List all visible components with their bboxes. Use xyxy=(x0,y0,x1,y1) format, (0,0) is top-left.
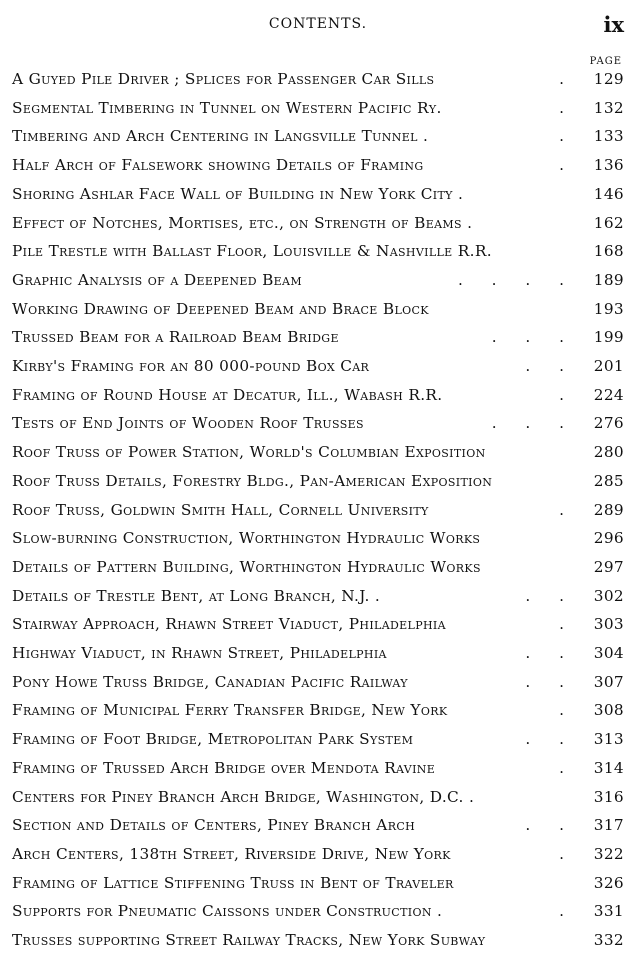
contents-entry xyxy=(12,816,624,845)
entry-title: Kirby's Framing for an 80 000-pound Box Car xyxy=(12,357,370,375)
running-head xyxy=(0,12,636,38)
contents-entry xyxy=(12,529,624,558)
contents-entry xyxy=(12,845,624,874)
contents-entry xyxy=(12,99,624,128)
contents-entry xyxy=(12,328,624,357)
page-column-label: PAGE xyxy=(589,56,622,67)
entry-title: Trussed Beam for a Railroad Beam Bridge xyxy=(12,328,339,347)
entry-page-number: 314 xyxy=(593,758,624,777)
entry-leader-dots: . xyxy=(559,758,576,777)
entry-page-number: 189 xyxy=(593,270,624,289)
entry-title: Pony Howe Truss Bridge, Canadian Pacific Railway xyxy=(12,672,408,691)
contents-entry xyxy=(12,788,624,817)
entry-page-number: 316 xyxy=(593,787,624,806)
contents-entry xyxy=(12,242,624,271)
page-number: ix xyxy=(603,12,624,37)
entry-page-number: 199 xyxy=(593,328,624,347)
entry-page-number: 201 xyxy=(593,357,624,375)
entry-page-number: 133 xyxy=(593,127,624,146)
entry-title: Segmental Timbering in Tunnel on Western Pacific Ry. xyxy=(12,98,442,117)
entry-title: Shoring Ashlar Face Wall of Building in New York City . xyxy=(12,184,464,203)
entry-title: Tests of End Joints of Wooden Roof Trusses xyxy=(12,414,364,433)
entry-title: Framing of Municipal Ferry Transfer Bridge, New York xyxy=(12,701,448,720)
contents-entry xyxy=(12,185,624,214)
entry-title: A Guyed Pile Driver ; Splices for Passenger Car Sills xyxy=(12,70,435,88)
entry-page-number: 331 xyxy=(593,902,624,921)
entry-title: Supports for Pneumatic Caissons under Construction . xyxy=(12,902,443,921)
contents-entry xyxy=(12,414,624,443)
entry-leader-dots: . . xyxy=(525,672,576,691)
entry-title: Framing of Trussed Arch Bridge over Mendota Ravine xyxy=(12,758,436,777)
entry-page-number: 129 xyxy=(593,70,624,88)
entry-page-number: 162 xyxy=(593,213,624,232)
entry-page-number: 303 xyxy=(593,615,624,634)
entry-title: Roof Truss Details, Forestry Bldg., Pan-American Exposition xyxy=(12,471,493,490)
entry-page-number: 132 xyxy=(593,98,624,117)
entry-title: Framing of Round House at Decatur, Ill., Wabash R.R. xyxy=(12,385,443,404)
entry-page-number: 332 xyxy=(593,931,624,949)
entry-title: Roof Truss of Power Station, World's Columbian Exposition xyxy=(12,443,486,462)
entry-title: Highway Viaduct, in Rhawn Street, Philadelphia xyxy=(12,644,387,662)
entry-title: Details of Pattern Building, Worthington Hydraulic Works xyxy=(12,557,481,576)
running-title: CONTENTS. xyxy=(268,16,368,32)
entry-title: Arch Centers, 138th Street, Riverside Drive, New York xyxy=(12,844,451,863)
entry-page-number: 322 xyxy=(593,844,624,863)
entry-page-number: 308 xyxy=(593,701,624,720)
entry-page-number: 302 xyxy=(593,586,624,605)
contents-entry xyxy=(12,701,624,730)
entry-leader-dots: . . xyxy=(525,586,576,605)
entry-leader-dots: . xyxy=(559,701,576,720)
contents-entry xyxy=(12,673,624,702)
entry-title: Trusses supporting Street Railway Tracks, New York Subway xyxy=(12,931,486,949)
contents-entry xyxy=(12,931,624,960)
entry-leader-dots: . . xyxy=(525,644,576,662)
entry-leader-dots: . xyxy=(559,156,576,175)
entry-leader-dots: . . . xyxy=(491,414,576,433)
contents-entry xyxy=(12,300,624,329)
entry-leader-dots: . xyxy=(559,98,576,117)
contents-entry xyxy=(12,386,624,415)
entry-title: Details of Trestle Bent, at Long Branch, N.J. . xyxy=(12,586,381,605)
contents-entry xyxy=(12,615,624,644)
entry-title: Framing of Lattice Stiffening Truss in Bent of Traveler xyxy=(12,873,454,892)
entry-title: Effect of Notches, Mortises, etc., on Strength of Beams . xyxy=(12,213,473,232)
entry-leader-dots: . . . xyxy=(491,328,576,347)
entry-title: Framing of Foot Bridge, Metropolitan Park System xyxy=(12,730,414,749)
contents-entry xyxy=(12,644,624,673)
entry-title: Graphic Analysis of a Deepened Beam xyxy=(12,270,302,289)
entry-leader-dots: . . . . xyxy=(457,270,576,289)
entry-page-number: 285 xyxy=(593,471,624,490)
contents-entry xyxy=(12,501,624,530)
entry-page-number: 307 xyxy=(593,672,624,691)
entry-title: Centers for Piney Branch Arch Bridge, Washington, D.C. . xyxy=(12,787,475,806)
entry-page-number: 280 xyxy=(593,443,624,462)
contents-entry xyxy=(12,214,624,243)
contents-entry xyxy=(12,874,624,903)
contents-entry xyxy=(12,730,624,759)
entry-leader-dots: . xyxy=(559,844,576,863)
entry-title: Slow-burning Construction, Worthington Hydraulic Works xyxy=(12,529,481,548)
entry-page-number: 289 xyxy=(593,500,624,519)
entry-leader-dots: . xyxy=(559,70,576,88)
contents-entry xyxy=(12,70,624,99)
entry-leader-dots: . xyxy=(559,902,576,921)
entry-page-number: 304 xyxy=(593,644,624,662)
entry-leader-dots: . xyxy=(559,127,576,146)
contents-entry xyxy=(12,156,624,185)
entry-title: Half Arch of Falsework showing Details of Framing xyxy=(12,156,424,175)
entry-page-number: 146 xyxy=(593,184,624,203)
entry-page-number: 317 xyxy=(593,816,624,835)
entry-leader-dots: . xyxy=(559,385,576,404)
entry-leader-dots: . xyxy=(559,500,576,519)
contents-entry xyxy=(12,587,624,616)
entry-title: Roof Truss, Goldwin Smith Hall, Cornell University xyxy=(12,500,429,519)
entry-page-number: 326 xyxy=(593,873,624,892)
contents-entry xyxy=(12,902,624,931)
entry-page-number: 168 xyxy=(593,242,624,261)
contents-entry xyxy=(12,558,624,587)
entry-page-number: 313 xyxy=(593,730,624,749)
contents-entry xyxy=(12,127,624,156)
entry-title: Working Drawing of Deepened Beam and Brace Block xyxy=(12,299,429,318)
contents-entry xyxy=(12,271,624,300)
entry-page-number: 193 xyxy=(593,299,624,318)
entry-leader-dots: . . xyxy=(525,730,576,749)
entry-title: Timbering and Arch Centering in Langsville Tunnel . xyxy=(12,127,429,146)
entry-title: Section and Details of Centers, Piney Branch Arch xyxy=(12,816,416,835)
entry-leader-dots: . . xyxy=(525,357,576,375)
contents-entry xyxy=(12,357,624,386)
entry-page-number: 136 xyxy=(593,156,624,175)
entry-page-number: 296 xyxy=(593,529,624,548)
entry-page-number: 224 xyxy=(593,385,624,404)
entry-leader-dots: . . xyxy=(525,816,576,835)
entry-page-number: 297 xyxy=(593,557,624,576)
entry-title: Stairway Approach, Rhawn Street Viaduct, Philadelphia xyxy=(12,615,446,634)
entry-title: Pile Trestle with Ballast Floor, Louisville & Nashville R.R. xyxy=(12,242,492,261)
contents-entry xyxy=(12,759,624,788)
contents-entry xyxy=(12,443,624,472)
entry-page-number: 276 xyxy=(593,414,624,433)
contents-entry xyxy=(12,472,624,501)
entry-leader-dots: . xyxy=(559,615,576,634)
